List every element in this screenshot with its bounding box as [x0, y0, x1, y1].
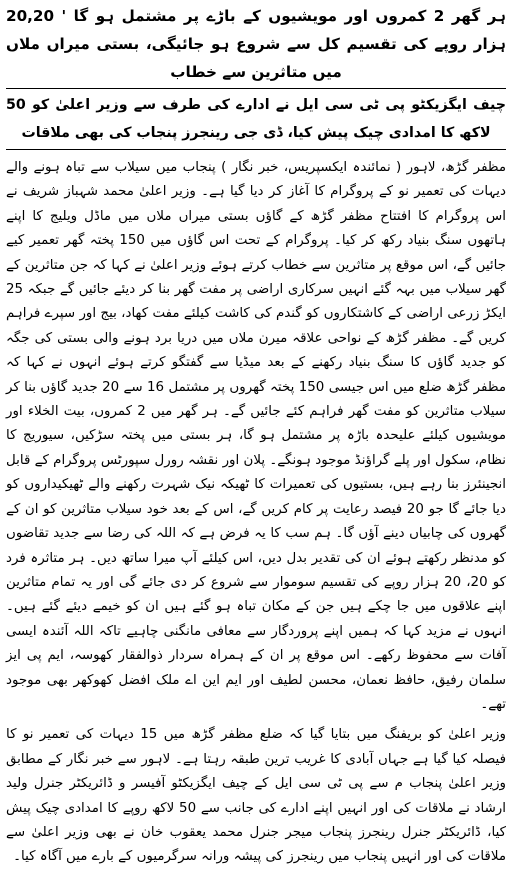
headline: ہر گھر 2 کمروں اور مویشیوں کے باڑے پر مشتمل ہو گا ' 20,20 ہزار روپے کی تقسیم کل سے شروع ہو جائیگی، بستی میراں ملاں میں متاثرین سے خطاب: [6, 7, 506, 81]
article-paragraph-1: مظفر گڑھ، لاہور ( نمائندہ ایکسپریس، خبر نگار ) پنجاب میں سیلاب سے تباہ ہونے والے دیہات کی تعمیر نو کے پروگرام کا آغاز کر دیا گیا ہے۔ وزیر اعلیٰ محمد شہباز شریف نے اس پروگرام کا افتتاح مظفر گڑھ کے گاؤں بستی میراں ملاں میں ماڈل ویلیج کا اپنے ہاتھوں سنگ بنیاد رکھ کر کیا۔ پروگرام کے تحت اس گاؤں میں 150 پختہ گھر تعمیر کیے جائیں گے، اس موقع پر متاثرین سے خطاب کرتے ہوئے وزیر اعلیٰ نے کہا کہ جن متاثرین کے گھر سیلاب میں بہہ گئے انہیں سرکاری اراضی پر مفت گھر بنا کر دیئے جائیں گے جبکہ 25 ایکڑ زرعی اراضی کے کاشتکاروں کو گندم کی کاشت کیلئے مفت کھاد، بیج اور سپرے فراہم کریں گے۔ مظفر گڑھ کے نواحی علاقہ میرن ملاں میں دریا برد ہونے والی بستی کی جگہ کو جدید گاؤں کا سنگ بنیاد رکھنے کے بعد میڈیا سے گفتگو کرتے ہوئے انہوں نے کہا کہ مظفر گڑھ ضلع میں اس جیسی 150 پختہ گھروں پر مشتمل 16 سے 20 جدید گاؤں بنا کر سیلاب متاثرین کو مفت گھر فراہم کئے جائیں گے۔ ہر گھر میں 2 کمروں، بیت الخلاء اور مویشیوں کیلئے علیحدہ باڑہ پر مشتمل ہو گا، ہر بستی میں پختہ سڑکیں، سیوریج کا نظام، سکول اور پلے گراؤنڈ موجود ہونگے۔ پلان اور نقشہ رورل سپورٹس پروگرام کے قابل انجینئرز بنا رہے ہیں، بستیوں کی تعمیرات کا ٹھیکہ نیک شہرت رکھنے والے ٹھیکیداروں کو دیا جائے گا جو 20 فیصد رعایت پر کام کریں گے، اس کے بعد خود سیلاب متاثرین کو ان کے گھروں کی چابیاں دینے آؤں گا۔ ہم سب کا یہ فرض ہے کہ اللہ کی رضا سے جدید تقاضوں کو مدنظر رکھتے ہوئے ان کی تقدیر بدل دیں، اس کیلئے آپ میرا ساتھ دیں۔ ہر متاثرہ فرد کو 20، 20 ہزار روپے کی تقسیم سوموار سے شروع کر دی جائے گی اور یہ تمام متاثرین اپنے علاقوں میں جا چکے ہیں جن کے مکان تباہ ہو گئے ہیں ان کو خیمے دیئے گئے ہیں۔ انہوں نے مزید کہا کہ ہمیں اپنے پروردگار سے معافی مانگنی چاہیے تاکہ اللہ آئندہ ایسی آفات سے محفوظ رکھے۔ اس موقع پر ان کے ہمراہ سردار ذوالفقار کھوسہ، ایم پی ایز سلمان رفیق، حافظ نعمان، محسن لطیف اور ایم این اے ملک افضل کھوکھر بھی موجود تھے۔: [6, 160, 507, 712]
subheadline-divider: [6, 149, 506, 150]
subheadline: چیف ایگزیکٹو پی ٹی سی ایل نے ادارے کی طرف سے وزیر اعلیٰ کو 50 لاکھ کا امدادی چیک پیش کیا، ڈی جی رینجرز پنجاب کی بھی ملاقات: [6, 97, 506, 141]
article-paragraph-2: وزیر اعلیٰ کو بریفنگ میں بتایا گیا کہ ضلع مظفر گڑھ میں 15 دیہات کی تعمیر نو کا فیصلہ کیا گیا ہے جہاں آبادی کا غریب ترین طبقہ رہتا ہے۔ لاہور سے خبر نگار کے مطابق وزیر اعلیٰ پنجاب م سے پی ٹی سی ایل کے چیف ایگزیکٹو آفیسر و ڈائریکٹر جنرل ولید ارشاد نے ملاقات کی اور انہیں اپنے ادارے کی جانب سے 50 لاکھ روپے کا امدادی چیک پیش کیا، ڈائریکٹر جنرل رینجرز پنجاب میجر جنرل محمد یعقوب خان نے بھی وزیر اعلیٰ سے ملاقات کی اور انہیں پنجاب میں رینجرز کی پیشہ ورانہ سرگرمیوں کے بارے میں آگاہ کیا۔: [6, 727, 506, 865]
headline-divider: [6, 88, 506, 89]
